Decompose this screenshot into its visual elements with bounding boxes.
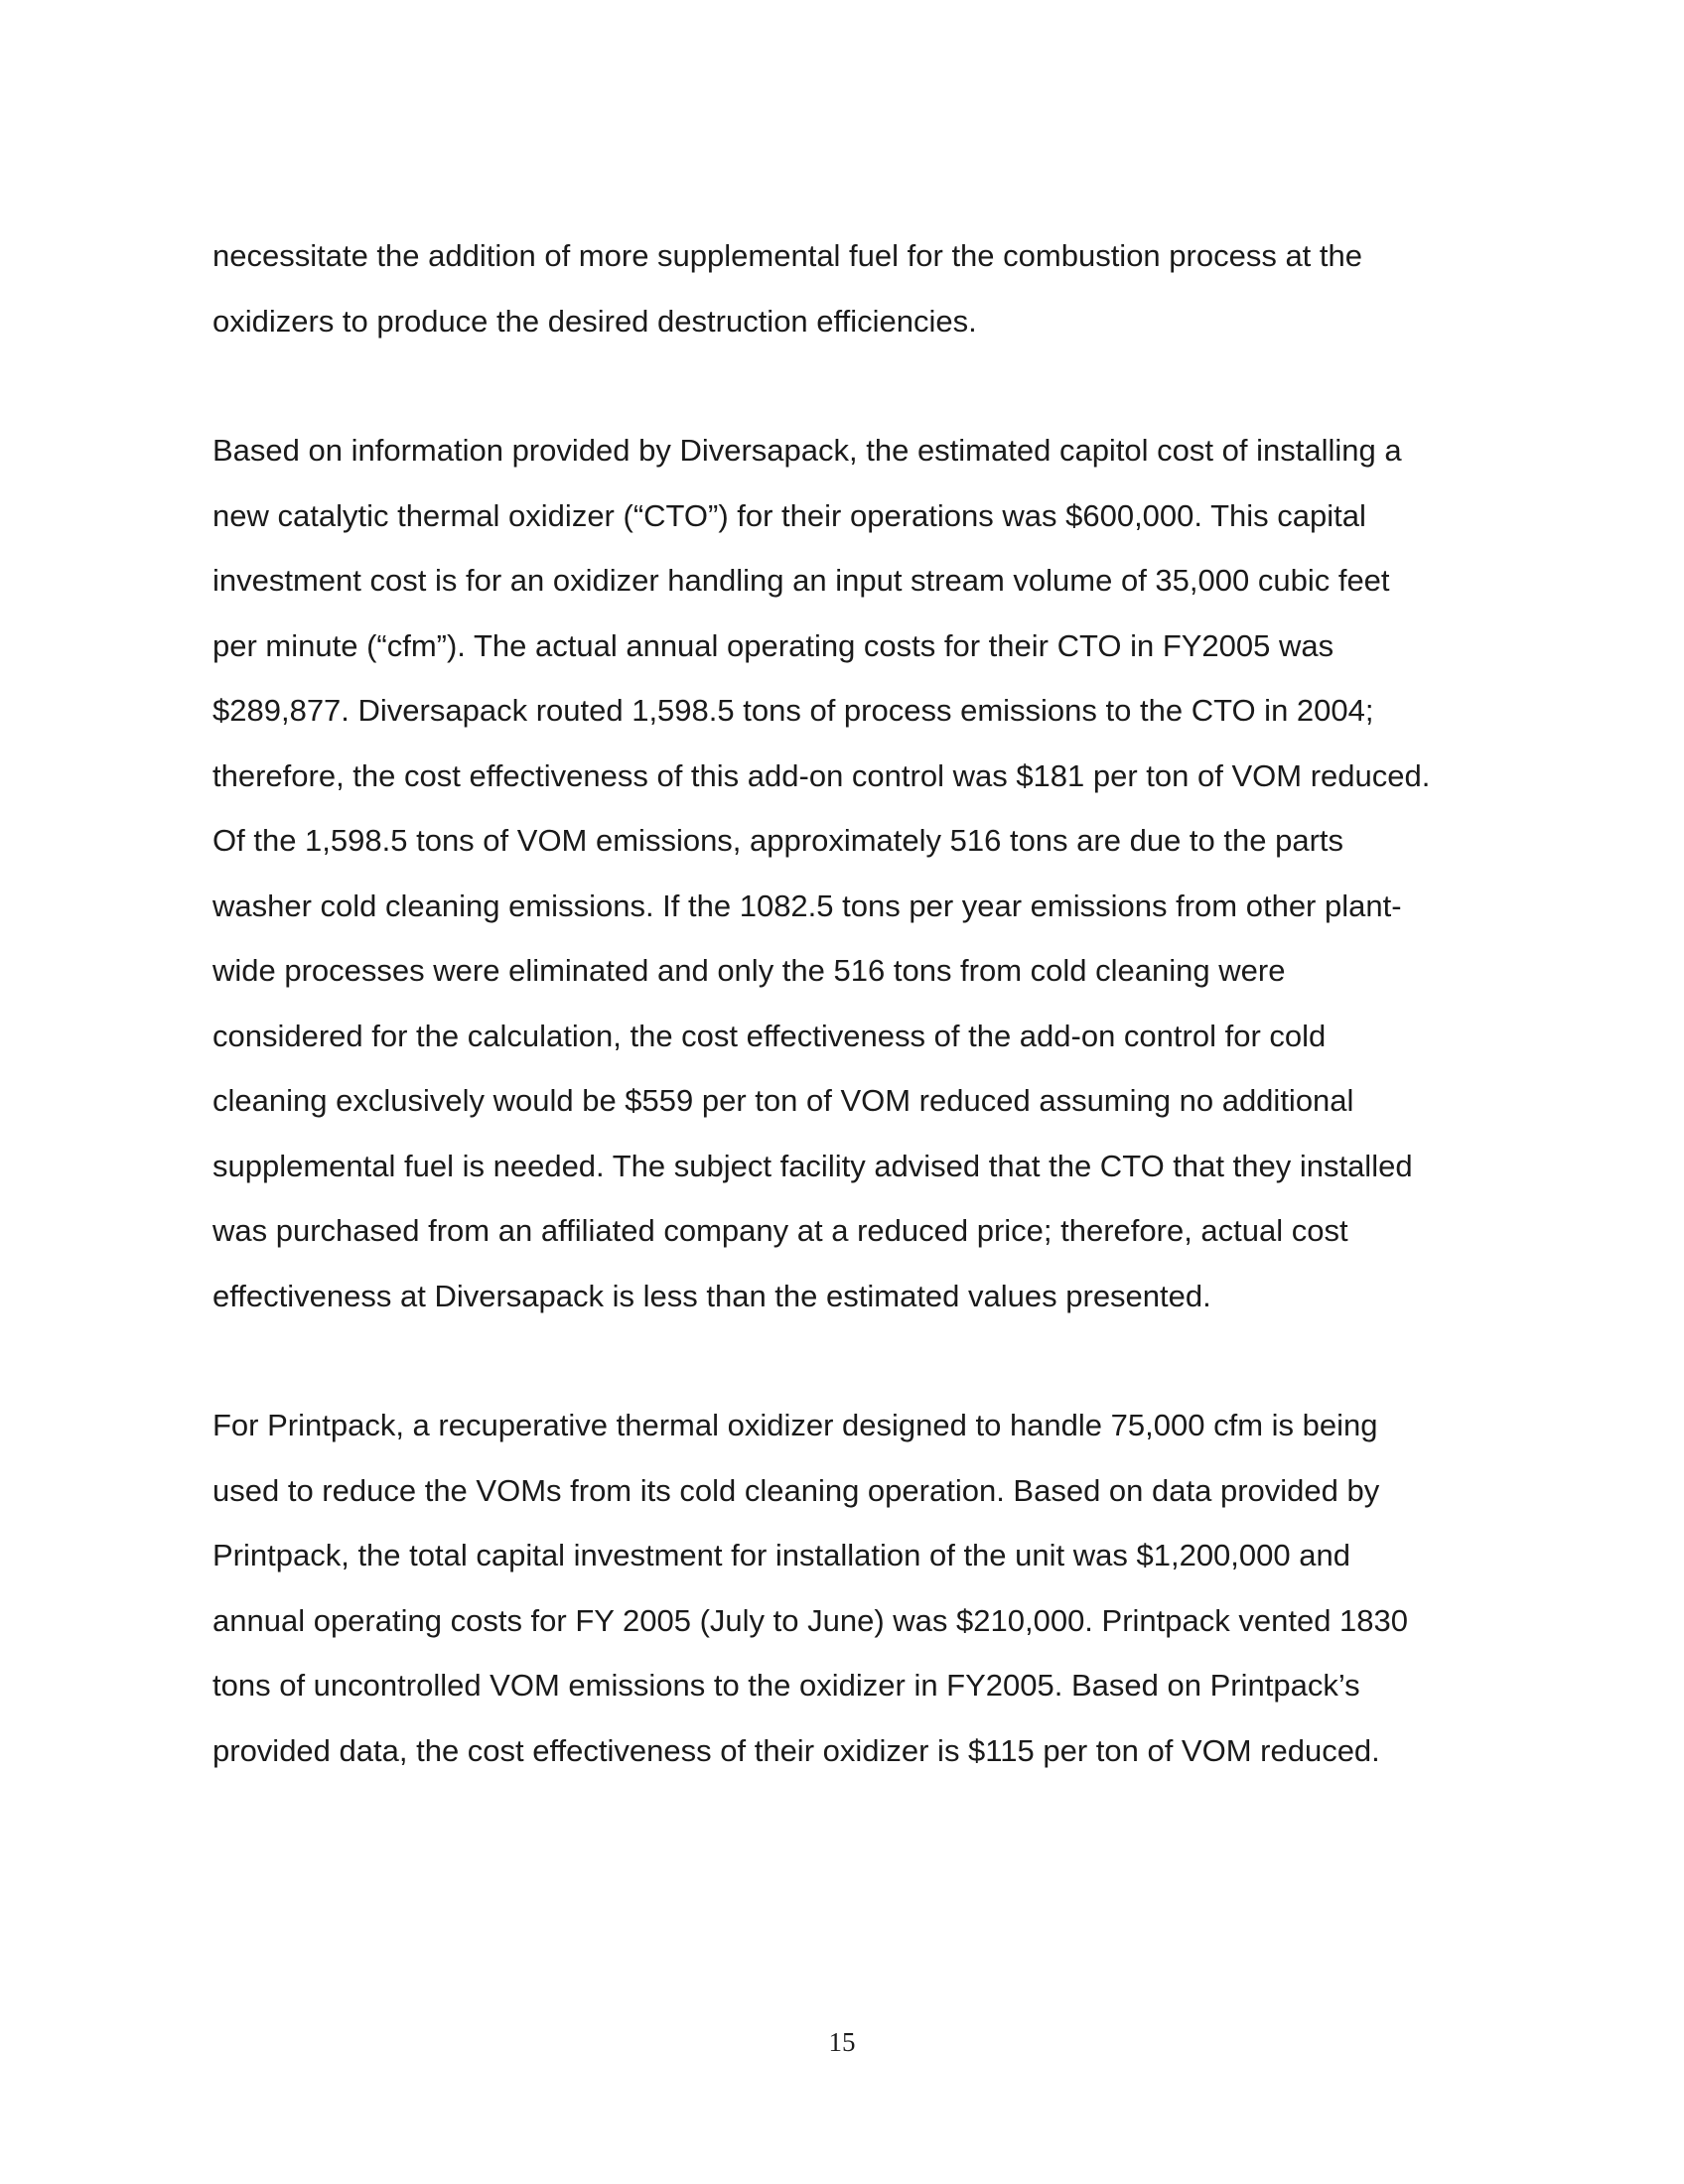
text-line: supplemental fuel is needed. The subject facility advised that the CTO that they installed xyxy=(212,1148,1413,1183)
text-line: washer cold cleaning emissions. If the 1082.5 tons per year emissions from other plant- xyxy=(212,887,1402,923)
text-line: was purchased from an affiliated company at a reduced price; therefore, actual cost xyxy=(212,1213,1348,1248)
text-line: annual operating costs for FY 2005 (July to June) was $210,000. Printpack vented 1830 xyxy=(212,1602,1409,1638)
text-line: per minute (“cfm”). The actual annual operating costs for their CTO in FY2005 was xyxy=(212,627,1334,663)
text-line: Based on information provided by Diversapack, the estimated capitol cost of installing a xyxy=(212,433,1402,468)
text-line: used to reduce the VOMs from its cold cleaning operation. Based on data provided by xyxy=(212,1472,1380,1508)
paragraph-1 xyxy=(212,223,1523,353)
text-line: For Printpack, a recuperative thermal oxidizer designed to handle 75,000 cfm is being xyxy=(212,1408,1378,1442)
text-line: oxidizers to produce the desired destruction efficiencies. xyxy=(212,303,977,339)
text-line: effectiveness at Diversapack is less than the estimated values presented. xyxy=(212,1278,1211,1313)
text-line: wide processes were eliminated and only the 516 tons from cold cleaning were xyxy=(212,953,1286,988)
text-line: tons of uncontrolled VOM emissions to the oxidizer in FY2005. Based on Printpack’s xyxy=(212,1668,1360,1703)
text-line: Printpack, the total capital investment for installation of the unit was $1,200,000 and xyxy=(212,1538,1350,1572)
text-line: $289,877. Diversapack routed 1,598.5 tons of process emissions to the CTO in 2004; xyxy=(212,693,1374,728)
text-line: cleaning exclusively would be $559 per ton of VOM reduced assuming no additional xyxy=(212,1083,1354,1118)
page-content xyxy=(212,223,1523,1783)
text-line: therefore, the cost effectiveness of this add-on control was $181 per ton of VOM reduced. xyxy=(212,757,1431,793)
text-line: new catalytic thermal oxidizer (“CTO”) for their operations was $600,000. This capital xyxy=(212,497,1366,533)
paragraph-2 xyxy=(212,418,1523,1328)
text-line: provided data, the cost effectiveness of their oxidizer is $115 per ton of VOM reduced. xyxy=(212,1732,1380,1768)
paragraph-3 xyxy=(212,1393,1523,1783)
text-line: Of the 1,598.5 tons of VOM emissions, approximately 516 tons are due to the parts xyxy=(212,823,1344,858)
text-line: necessitate the addition of more supplemental fuel for the combustion process at the xyxy=(212,238,1363,273)
page-number: 15 xyxy=(828,2027,856,2057)
text-line: investment cost is for an oxidizer handling an input stream volume of 35,000 cubic feet xyxy=(212,563,1390,598)
text-line: considered for the calculation, the cost effectiveness of the add-on control for cold xyxy=(212,1018,1327,1053)
